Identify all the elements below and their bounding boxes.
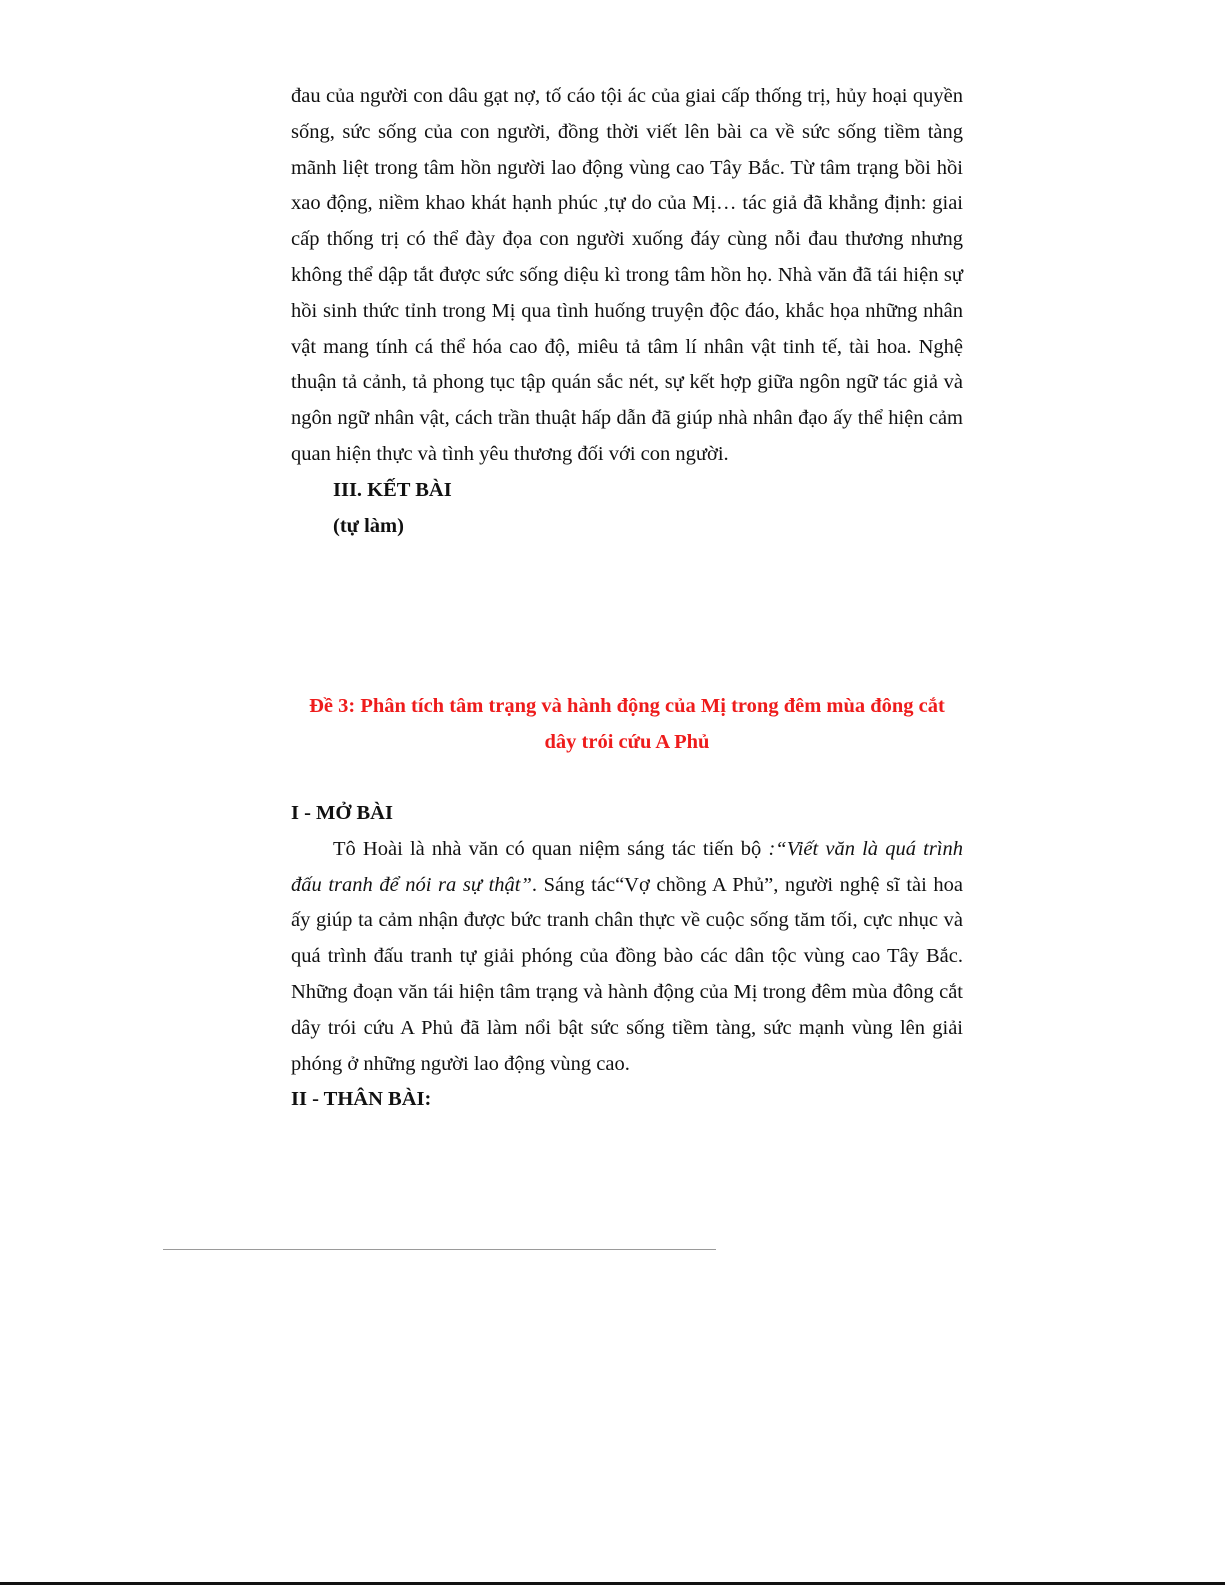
ket-luan-block xyxy=(291,79,963,544)
ket-bai-note: (tự làm) xyxy=(333,514,404,537)
footer-rule xyxy=(163,1249,716,1250)
section-heading-than-bai: II - THÂN BÀI: xyxy=(291,1088,432,1111)
de3-title-line-2: dây trói cứu A Phủ xyxy=(544,731,710,753)
section-heading-ket-bai: III. KẾT BÀI xyxy=(333,478,452,501)
de3-title-line-1: Đề 3: Phân tích tâm trạng và hành động của Mị trong đêm mùa đông cắt xyxy=(309,695,945,717)
mo-bai-rest: . Sáng tác“Vợ chồng A Phủ”, người nghệ sĩ tài hoa ấy giúp ta cảm nhận được bức tranh chân thực về cuộc sống tăm tối, cực nhục và quá trình đấu tranh tự giải phóng của đồng bào các dân tộc vùng cao Tây Bắc. Những đoạn văn tái hiện tâm trạng và hành động của Mị trong đêm mùa đông cắt dây trói cứu A Phủ đã làm nổi bật sức sống tiềm tàng, sức mạnh vùng lên giải phóng ở những người lao động vùng cao. xyxy=(291,873,963,1075)
mo-bai-intro: Tô Hoài là nhà văn có quan niệm sáng tác tiến bộ xyxy=(333,837,769,860)
de3-title xyxy=(291,688,963,760)
continuation-paragraph: đau của người con dâu gạt nợ, tố cáo tội ác của giai cấp thống trị, hủy hoại quyền sống, sức sống của con người, đồng thời viết lên bài ca về sức sống tiềm tàng mãnh liệt trong tâm hồn người lao động vùng cao Tây Bắc. Từ tâm trạng bồi hồi xao động, niềm khao khát hạnh phúc ,tự do của Mị… tác giả đã khẳng định: giai cấp thống trị có thể đày đọa con người xuống đáy cùng nỗi đau thương nhưng không thể dập tắt được sức sống diệu kì trong tâm hồn họ. Nhà văn đã tái hiện sự hồi sinh thức tỉnh trong Mị qua tình huống truyện độc đáo, khắc họa những nhân vật mang tính cá thể hóa cao độ, miêu tả tâm lí nhân vật tinh tế, tài hoa. Nghệ thuận tả cảnh, tả phong tục tập quán sắc nét, sự kết hợp giữa ngôn ngữ tác giả và ngôn ngữ nhân vật, cách trần thuật hấp dẫn đã giúp nhà nhân đạo ấy thể hiện cảm quan hiện thực và tình yêu thương đối với con người. xyxy=(291,85,963,465)
mo-bai-quote: :“Viết văn là quá trình đấu tranh để nói ra sự thật” xyxy=(291,837,963,896)
mo-bai-block xyxy=(291,796,963,1118)
section-heading-mo-bai: I - MỞ BÀI xyxy=(291,802,393,824)
mo-bai-paragraph xyxy=(291,832,963,1083)
